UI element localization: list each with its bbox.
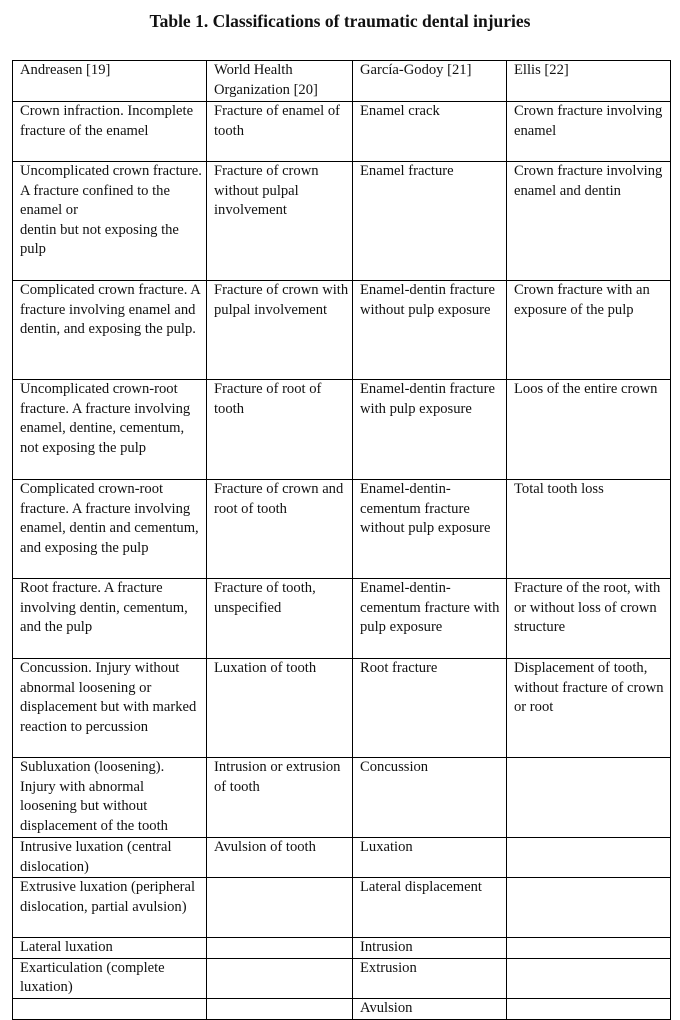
column-header-ellis: Ellis [22]	[507, 61, 671, 102]
table-cell: Root fracture	[353, 659, 507, 758]
table-row	[13, 380, 671, 480]
table-cell: Fracture of tooth, unspecified	[207, 579, 353, 659]
table-cell: Loos of the entire crown	[507, 380, 671, 480]
table-cell: Crown fracture involving enamel and dentin	[507, 162, 671, 281]
table-cell	[507, 938, 671, 959]
table-cell	[507, 878, 671, 938]
table-cell: Concussion	[353, 758, 507, 838]
table-cell	[507, 998, 671, 1019]
classification-table	[12, 60, 671, 1020]
table-row	[13, 281, 671, 380]
table-row	[13, 162, 671, 281]
table-cell: Displacement of tooth, without fracture of crown or root	[507, 659, 671, 758]
table-cell: Extrusion	[353, 958, 507, 998]
table-cell: Enamel-dentin-cementum fracture with pulp exposure	[353, 579, 507, 659]
table-cell: Crown fracture involving enamel	[507, 102, 671, 162]
table-cell: Uncomplicated crown fracture. A fracture confined to the enamel or dentin but not exposing the pulp	[13, 162, 207, 281]
table-cell	[507, 838, 671, 878]
table-cell	[507, 958, 671, 998]
table-cell: Enamel crack	[353, 102, 507, 162]
table-row	[13, 998, 671, 1019]
table-row	[13, 878, 671, 938]
table-cell: Complicated crown-root fracture. A fracture involving enamel, dentin and cementum, and exposing the pulp	[13, 480, 207, 579]
table-row	[13, 579, 671, 659]
table-row	[13, 659, 671, 758]
table-cell: Enamel-dentin-cementum fracture without pulp exposure	[353, 480, 507, 579]
table-row	[13, 758, 671, 838]
table-cell	[207, 998, 353, 1019]
table-row	[13, 958, 671, 998]
table-cell: Fracture of crown and root of tooth	[207, 480, 353, 579]
table-cell: Crown fracture with an exposure of the pulp	[507, 281, 671, 380]
table-cell: Concussion. Injury without abnormal loosening or displacement but with marked reaction to percussion	[13, 659, 207, 758]
table-cell: Extrusive luxation (peripheral dislocation, partial avulsion)	[13, 878, 207, 938]
table-cell: Enamel-dentin fracture without pulp exposure	[353, 281, 507, 380]
table-cell: Fracture of crown with pulpal involvement	[207, 281, 353, 380]
table-cell	[507, 758, 671, 838]
table-cell: Avulsion of tooth	[207, 838, 353, 878]
table-cell: Exarticulation (complete luxation)	[13, 958, 207, 998]
table-cell: Subluxation (loosening). Injury with abnormal loosening but without displacement of the tooth	[13, 758, 207, 838]
table-title: Table 1. Classifications of traumatic dental injuries	[149, 11, 531, 31]
table-cell	[207, 878, 353, 938]
table-cell	[13, 998, 207, 1019]
table-cell: Lateral luxation	[13, 938, 207, 959]
table-cell: Enamel-dentin fracture with pulp exposure	[353, 380, 507, 480]
table-cell: Fracture of root of tooth	[207, 380, 353, 480]
table-cell: Avulsion	[353, 998, 507, 1019]
header-row	[13, 61, 671, 102]
table-row	[13, 102, 671, 162]
table-cell	[207, 938, 353, 959]
table-cell: Luxation	[353, 838, 507, 878]
table-cell: Intrusion	[353, 938, 507, 959]
table-cell: Enamel fracture	[353, 162, 507, 281]
column-header-who: World Health Organization [20]	[207, 61, 353, 102]
column-header-andreasen: Andreasen [19]	[13, 61, 207, 102]
table-cell: Luxation of tooth	[207, 659, 353, 758]
table-row	[13, 938, 671, 959]
table-cell: Root fracture. A fracture involving dentin, cementum, and the pulp	[13, 579, 207, 659]
table-cell: Fracture of enamel of tooth	[207, 102, 353, 162]
table-row	[13, 480, 671, 579]
table-cell: Fracture of crown without pulpal involvement	[207, 162, 353, 281]
table-cell: Uncomplicated crown-root fracture. A fracture involving enamel, dentine, cementum, not exposing the pulp	[13, 380, 207, 480]
table-cell: Total tooth loss	[507, 480, 671, 579]
table-cell: Lateral displacement	[353, 878, 507, 938]
table-cell: Intrusion or extrusion of tooth	[207, 758, 353, 838]
table-cell: Fracture of the root, with or without loss of crown structure	[507, 579, 671, 659]
table-cell: Intrusive luxation (central dislocation)	[13, 838, 207, 878]
table-row	[13, 838, 671, 878]
table-cell	[207, 958, 353, 998]
column-header-garcia-godoy: García-Godoy [21]	[353, 61, 507, 102]
table-cell: Complicated crown fracture. A fracture involving enamel and dentin, and exposing the pulp.	[13, 281, 207, 380]
table-cell: Crown infraction. Incomplete fracture of the enamel	[13, 102, 207, 162]
